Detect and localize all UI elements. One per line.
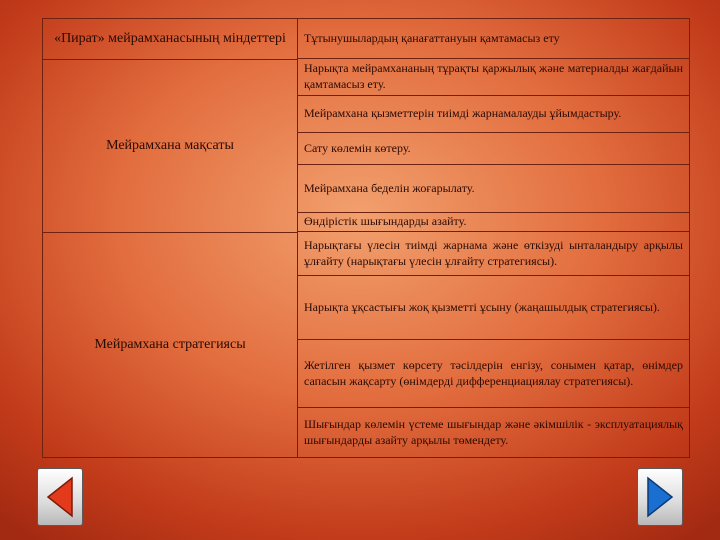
header-right-cell: Тұтынушылардың қанағаттануын қамтамасыз ету bbox=[298, 19, 689, 59]
goal-item: Өндірістік шығындарды азайту. bbox=[298, 213, 689, 232]
content-table bbox=[42, 18, 690, 458]
goal-item: Сату көлемін көтеру. bbox=[298, 133, 689, 165]
strategy-item: Шығындар көлемін үстеме шығындар және әкімшілік - эксплуатациялық шығындарды азайту арқылы төмендету. bbox=[304, 416, 683, 447]
arrow-right-icon bbox=[642, 474, 678, 520]
header-left-cell: «Пират» мейрамханасының міндеттері bbox=[43, 19, 298, 59]
strategy-item: Нарықтағы үлесін тиімді жарнама және өткізуді ынталандыру арқылы ұлғайту (нарықтағы үлесін ұлғайту стратегиясы). bbox=[298, 232, 689, 276]
previous-slide-button[interactable] bbox=[37, 468, 83, 526]
strategy-item: Жетілген қызмет көрсету тәсілдерін енгізу, сонымен қатар, өнімдер сапасын жақсарту (өнімдерді дифференциациялау стратегиясы). bbox=[298, 340, 689, 408]
goal-item: Нарықта мейрамхананың тұрақты қаржылық және материалды жағдайын қамтамасыз ету. bbox=[298, 59, 689, 96]
goal-label: Мейрамхана мақсаты bbox=[43, 59, 298, 232]
next-slide-button[interactable] bbox=[637, 468, 683, 526]
goal-item: Мейрамхана қызметтерін тиімді жарнамалауды ұйымдастыру. bbox=[298, 96, 689, 133]
arrow-left-icon bbox=[42, 474, 78, 520]
goal-item: Мейрамхана беделін жоғарылату. bbox=[298, 165, 689, 213]
strategy-label: Мейрамхана стратегиясы bbox=[43, 232, 298, 457]
strategy-item: Нарықта ұқсастығы жоқ қызметті ұсыну (жаңашылдық стратегиясы). bbox=[298, 276, 689, 340]
